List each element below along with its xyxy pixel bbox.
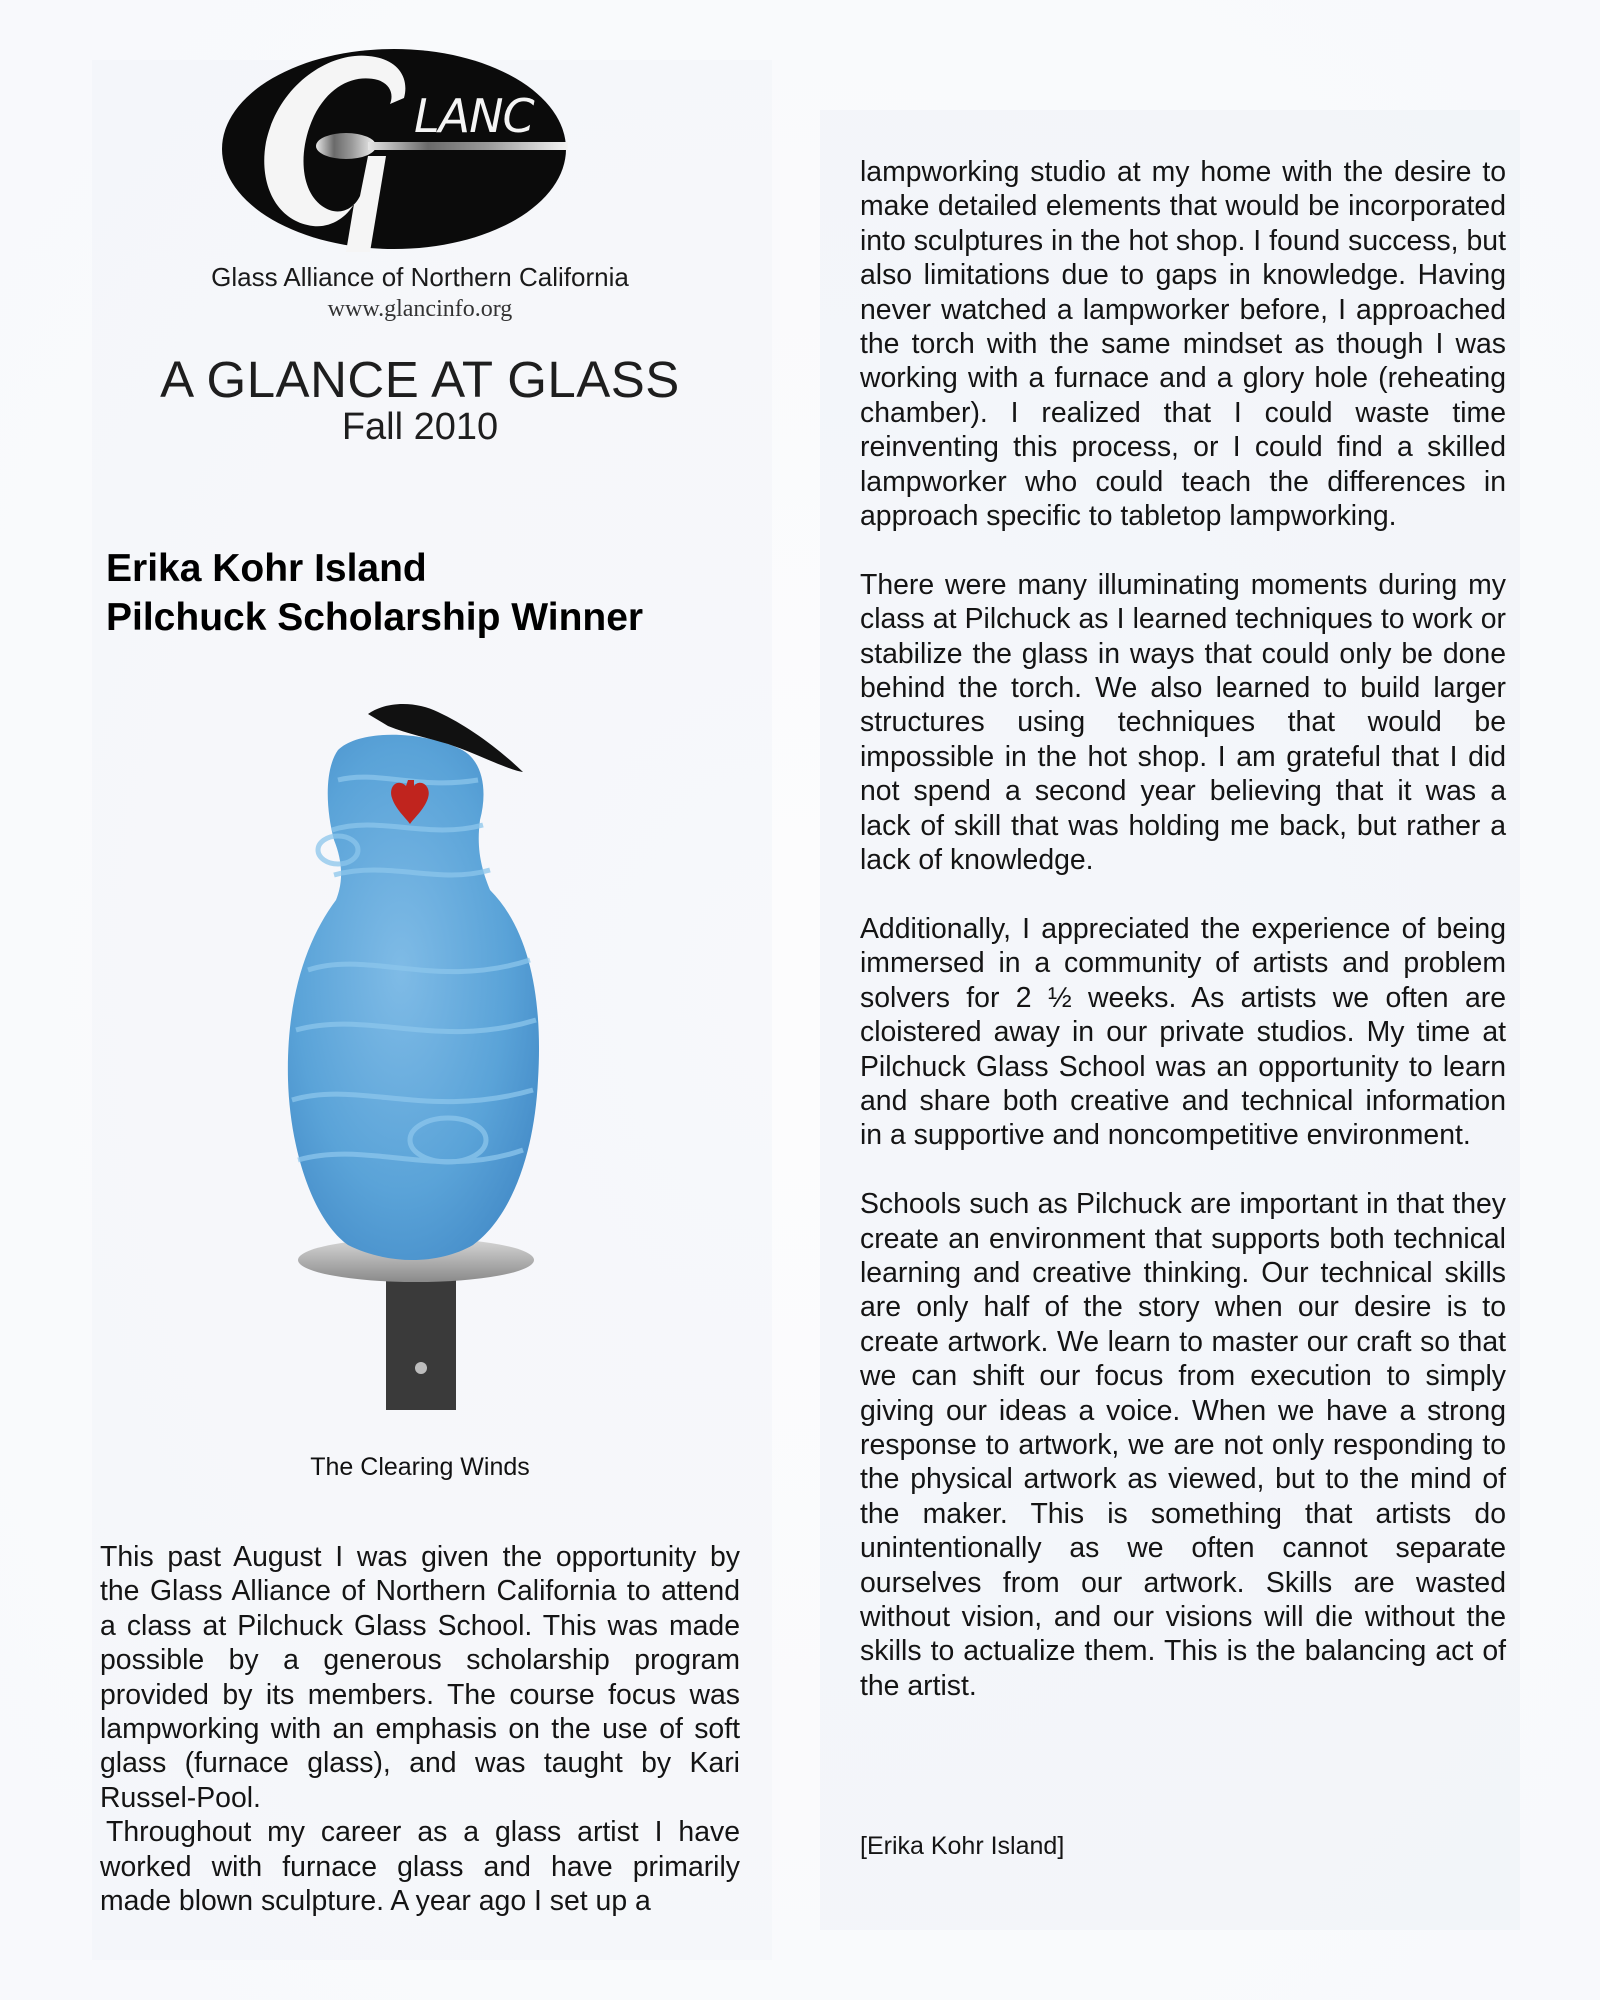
headline-award: Pilchuck Scholarship Winner bbox=[106, 596, 644, 639]
body-paragraph: Schools such as Pilchuck are important in that they create an environment that supports both technical learning and creative thinking. Our technical skills are only half of the story when our desire is to create artwork. We learn to master our craft so that we can shift our focus from execution to simply giving our ideas a voice. When we have a strong response to artwork, we are not only responding to the physical artwork as viewed, but to the mind of the maker. This is something that artists do unintentionally as we often cannot separate ourselves from our artwork. Skills are wasted without vision, and our visions will die without the skills to actualize them. This is the balancing act of the artist. bbox=[860, 1188, 1506, 1702]
article-headline bbox=[106, 544, 643, 642]
newsletter-title: A GLANCE AT GLASS bbox=[160, 351, 680, 408]
mount-bracket bbox=[386, 1260, 456, 1410]
logo-spoon-handle bbox=[368, 142, 568, 150]
glanc-logo bbox=[218, 46, 570, 252]
sculpture-photo bbox=[268, 700, 558, 1420]
body-paragraph: Throughout my career as a glass artist I have worked with furnace glass and have primarily made blown sculpture. A year ago I set up a bbox=[100, 1816, 740, 1918]
logo-spoon-bowl bbox=[316, 133, 376, 159]
author-signature: [Erika Kohr Island] bbox=[860, 1832, 1065, 1860]
body-paragraph: This past August I was given the opportunity by the Glass Alliance of Northern California to attend a class at Pilchuck Glass School. This was made possible by a generous scholarship program provided by its members. The course focus was lampworking with an emphasis on the use of soft glass (furnace glass), and was taught by Kari Russel-Pool. bbox=[100, 1541, 740, 1814]
organization-website[interactable]: www.glancinfo.org bbox=[327, 296, 513, 322]
body-paragraph: Additionally, I appreciated the experience of being immersed in a community of artists and problem solvers for 2 ½ weeks. As artists we often are cloistered away in our private studios. My time at Pilchuck Glass School was an opportunity to learn and share both creative and technical information in a supportive and noncompetitive environment. bbox=[860, 912, 1506, 1152]
logo-wordmark: LANC bbox=[414, 89, 534, 143]
image-caption: The Clearing Winds bbox=[310, 1453, 530, 1481]
body-paragraph: lampworking studio at my home with the desire to make detailed elements that would be incorporated into sculptures in the hot shop. I found success, but also limitations due to gaps in knowledge. Having never watched a lampworker before, I approached the torch with the same mindset as though I was working with a furnace and a glory hole (reheating chamber). I realized that I could waste time reinventing this process, or I could find a skilled lampworker who could teach the differences in approach specific to tabletop lampworking. bbox=[860, 156, 1506, 533]
mount-screw bbox=[415, 1362, 427, 1374]
right-column-body bbox=[860, 155, 1506, 1738]
organization-name: Glass Alliance of Northern California bbox=[211, 262, 629, 292]
issue-date: Fall 2010 bbox=[341, 406, 499, 448]
body-paragraph: There were many illuminating moments during my class at Pilchuck as I learned techniques to work or stabilize the glass in ways that could only be done behind the torch. We also learned to build larger structures using techniques that would be impossible in the hot shop. I am grateful that I did not spend a second year believing that it was a lack of skill that was holding me back, but rather a lack of knowledge. bbox=[860, 568, 1506, 877]
left-column-body bbox=[100, 1540, 740, 1918]
headline-name: Erika Kohr Island bbox=[106, 547, 427, 590]
